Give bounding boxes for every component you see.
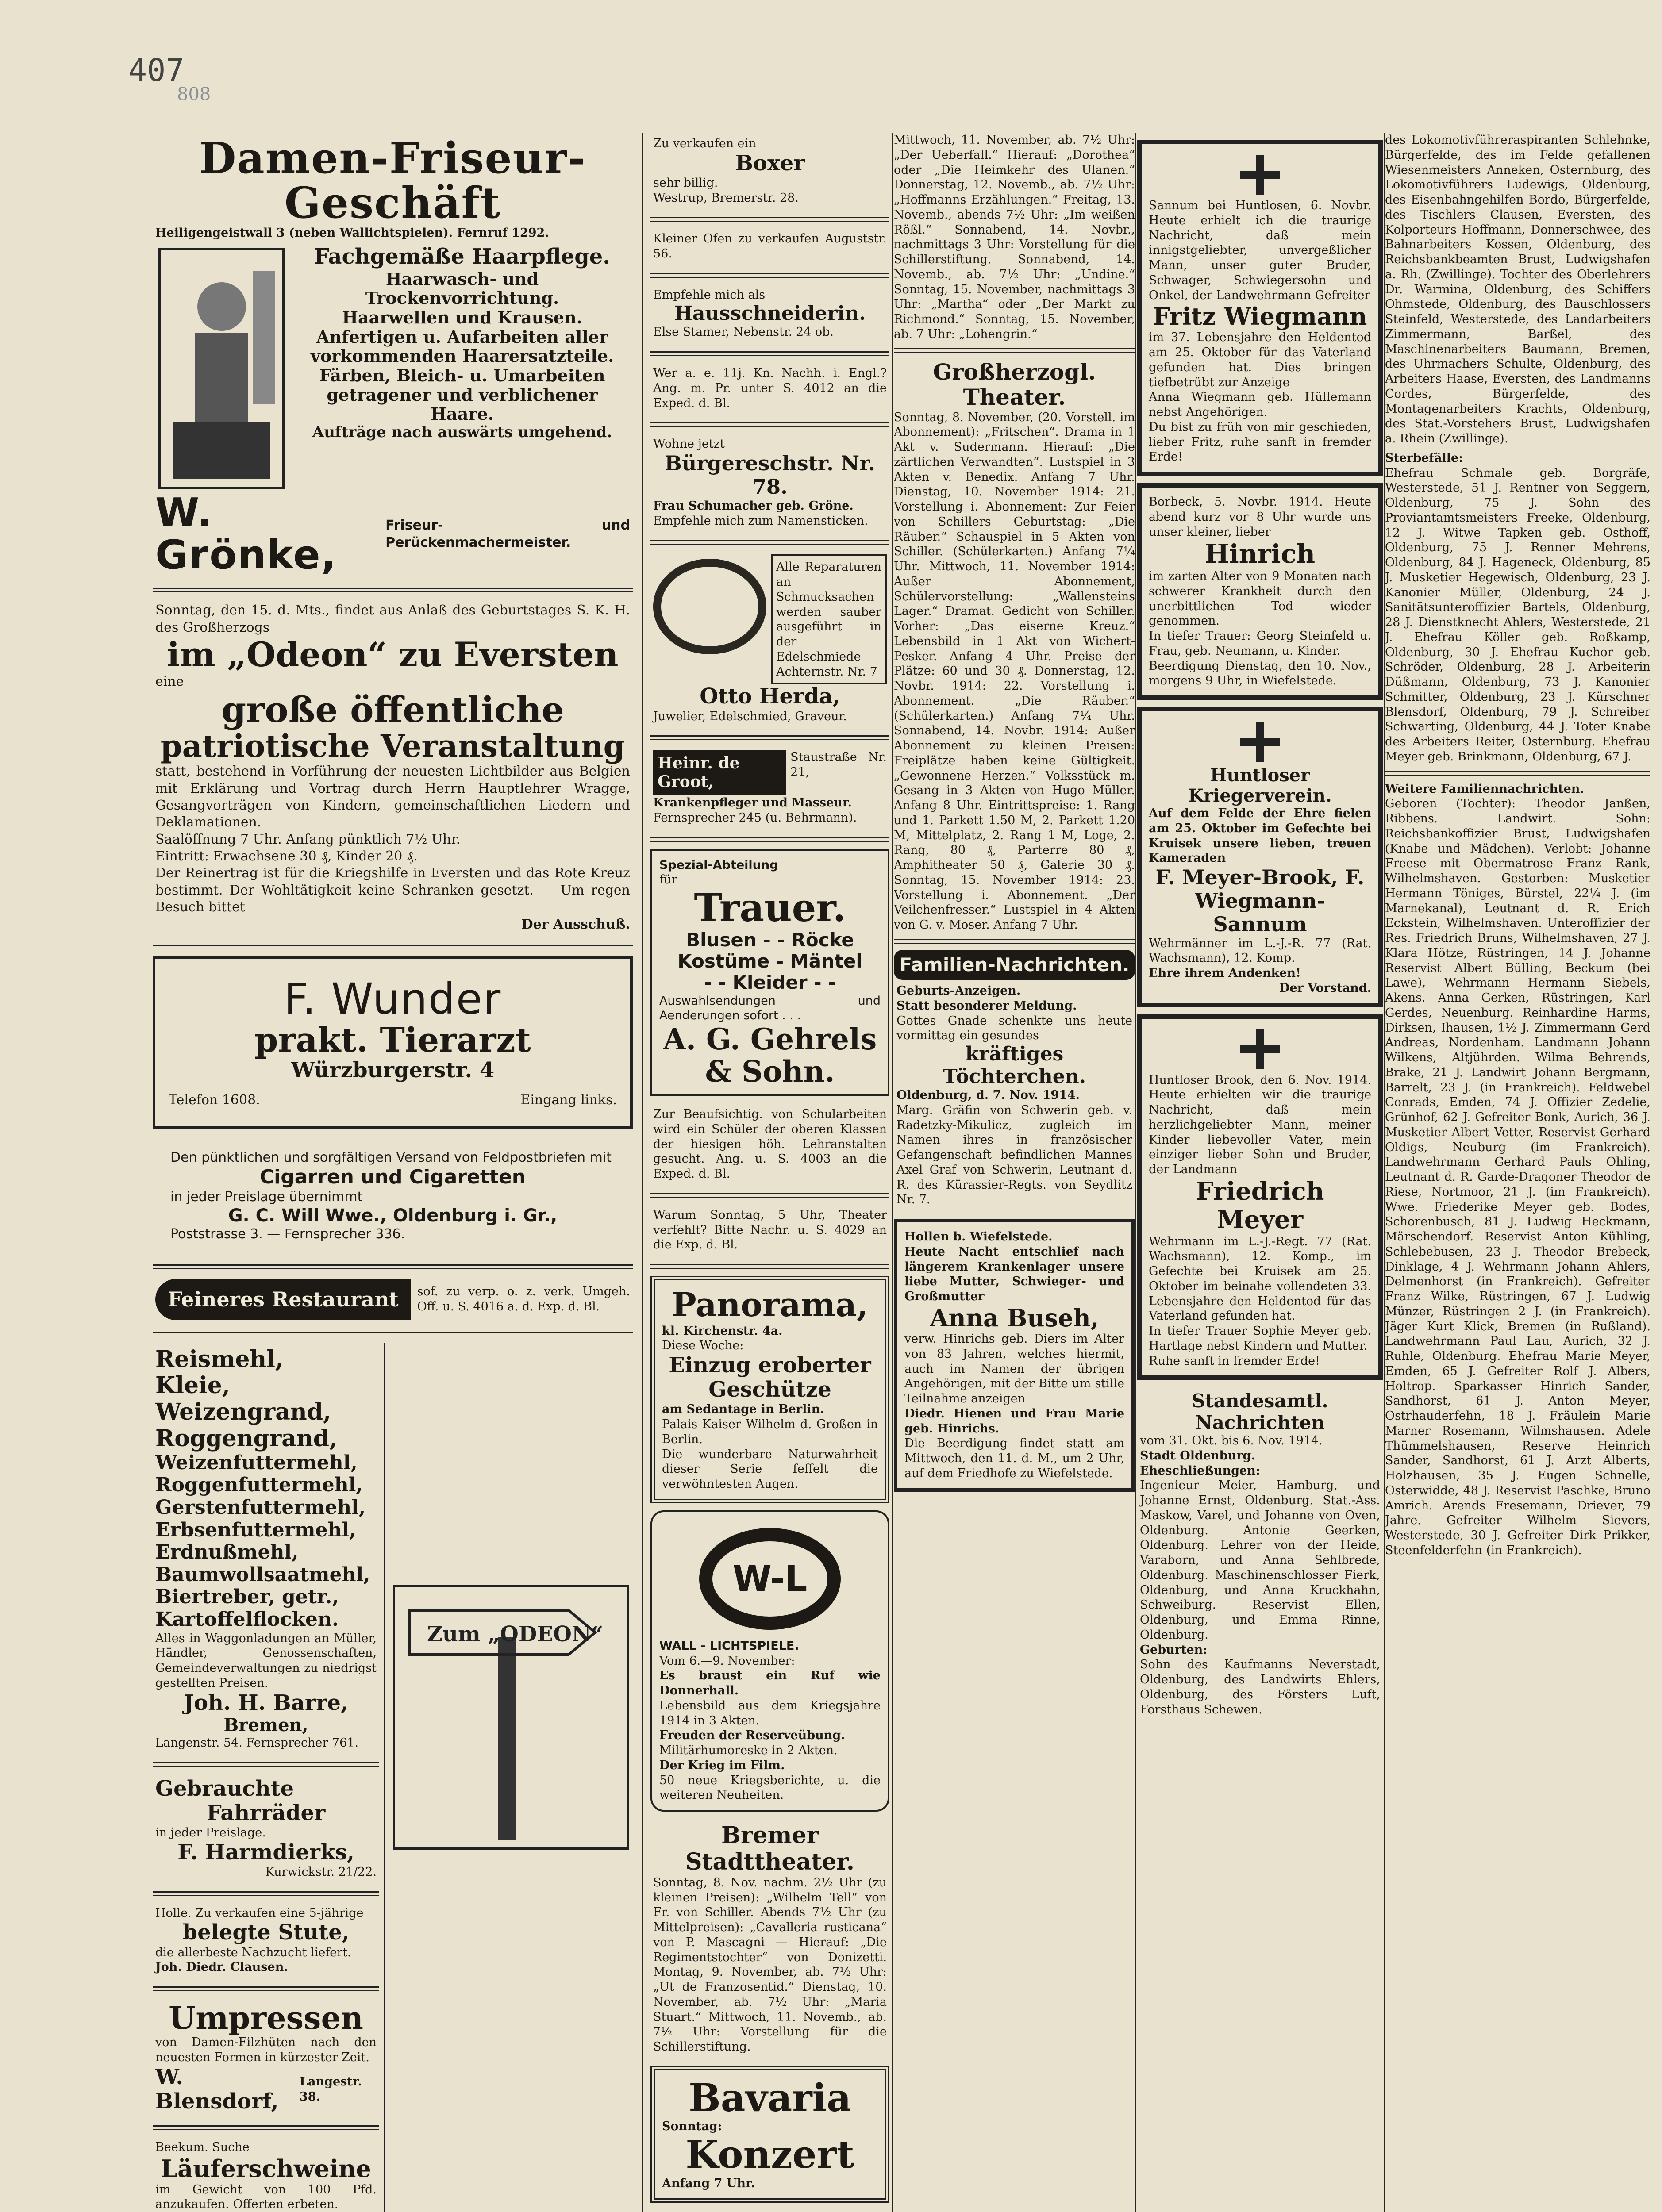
ad-sub: sehr billig. xyxy=(653,176,718,190)
ad-placeholder xyxy=(393,1343,629,1582)
product-item: Weizengrand, xyxy=(155,1398,331,1426)
product-item: Erdnußmehl, xyxy=(155,1541,299,1564)
ad-box: Alle Reparaturen an Schmucksachen werden sauber ausgeführt in der Edelschmiede Achternstr. Nr. 7 xyxy=(771,554,887,684)
notice-head: Statt besonderer Meldung. xyxy=(896,998,1077,1013)
product-item: Gerstenfuttermehl, xyxy=(155,1496,366,1519)
ad-boxer xyxy=(650,133,889,209)
ad-phone: Fernsprecher 245 (u. Behrmann). xyxy=(653,810,857,825)
ad-name: Otto Herda, xyxy=(700,684,840,709)
ad-headline: große öffentliche xyxy=(221,689,564,731)
ad-damen-friseur xyxy=(153,133,633,580)
divider xyxy=(1385,771,1650,776)
iron-cross-icon xyxy=(1240,722,1280,762)
ad-title: Fahrräder xyxy=(206,1800,326,1825)
notice-funeral: Beerdigung Dienstag, den 10. Nov., morgens 9 Uhr, in Wiefelstede. xyxy=(1149,659,1371,688)
divider xyxy=(894,939,1135,944)
ad-role: Juwelier, Edelschmied, Graveur. xyxy=(653,709,847,723)
ad-sub: in jeder Preislage. xyxy=(155,1825,266,1839)
column-rule xyxy=(1135,133,1136,2212)
ad-stute xyxy=(153,1902,379,1978)
ad-wer: Wer a. e. 11j. Kn. Nachh. i. Engl.? Ang. m. Pr. unter S. 4012 an die Exped. d. Bl. xyxy=(653,366,887,410)
notice-verse: Ruhe sanft in fremder Erde! xyxy=(1149,1354,1320,1368)
ad-title: Umpressen xyxy=(169,2000,363,2037)
ad-title: Bürgereschstr. Nr. 78. xyxy=(664,451,876,499)
notice-text: Borbeck, 5. Novbr. 1914. Heute abend kurz vor 8 Uhr wurde uns unser kleiner, lieber xyxy=(1149,495,1371,539)
death-notice-meyer xyxy=(1137,1014,1383,1380)
section-label: Geburten: xyxy=(1140,1643,1208,1657)
ad-warum: Warum Sonntag, 5 Uhr, Theater verfehlt? Bitte Nachr. u. S. 4029 an die Exp. d. Bl. xyxy=(653,1208,887,1252)
ad-address: Staustraße Nr. 21, xyxy=(790,750,887,779)
ad-title: Bavaria xyxy=(689,2075,851,2120)
ad-line: Haarwasch- und Trockenvorrichtung. xyxy=(365,269,559,308)
column-5 xyxy=(1385,133,1650,2212)
film-desc: Militärhumoreske in 2 Akten. xyxy=(659,1743,838,1758)
divider xyxy=(650,422,889,427)
notice-names: F. Meyer-Brook, F. Wiegmann-Sannum xyxy=(1155,865,1365,936)
notice-signed: In tiefer Trauer: Georg Steinfeld u. Frau, geb. Neumann, u. Kinder. xyxy=(1149,629,1371,658)
ad-phone: Telefon 1608. xyxy=(169,1092,260,1108)
ad-headline: patriotische Veranstaltung xyxy=(160,728,625,765)
column-rule xyxy=(892,133,893,2212)
column-1 xyxy=(153,133,633,2212)
notice-body: Wehrmänner im L.-J.-R. 77 (Rat. Wachsmann), 12. Komp. xyxy=(1149,936,1371,965)
ad-intro: Sonntag, den 15. d. Mts., findet aus Anlaß des Geburtstages S. K. H. des Großherzogs xyxy=(155,603,630,635)
ad-subtitle: Fachgemäße Haarpflege. xyxy=(314,244,611,269)
notice-verse: Du bist zu früh von mir geschieden, lieber Fritz, ruhe sanft in fremder Erde! xyxy=(1149,420,1371,464)
ad-name: Joh. H. Barre, xyxy=(184,1690,348,1715)
notice-names: Marg. Gräfin von Schwerin geb. v. Radetzky-Mikulicz, zugleich im Namen ihres in französischer Gefangenschaft befindlichen Mannes Axel Graf von Schwerin, Leutnant d. R. des Kürassier-Regts. von Seydlitz Nr. 7. xyxy=(896,1103,1132,1207)
notice-funeral: Die Beerdigung findet statt am Mittwoch, den 11. d. M., um 2 Uhr, auf dem Friedhofe zu Wiefelstede. xyxy=(904,1436,1124,1480)
column-4 xyxy=(1137,133,1383,2212)
film-desc: 50 neue Kriegsberichte, u. die weiteren Neuheiten. xyxy=(659,1773,881,1802)
ad-body: von Damen-Filzhüten nach den neuesten Formen in kürzester Zeit. xyxy=(155,2035,377,2064)
ad-umpressen xyxy=(153,1997,379,2117)
ad-sub: Diese Woche: xyxy=(662,1339,744,1353)
ad-panorama xyxy=(650,1276,889,1503)
ad-barre xyxy=(153,1343,379,1754)
ad-will xyxy=(153,1136,633,1256)
ad-body: im Gewicht von 100 Pfd. anzukaufen. Offerten erbeten. xyxy=(155,2182,377,2212)
ad-name: G. C. Will Wwe., Oldenburg i. Gr., xyxy=(228,1206,558,1226)
ad-text: Die wunderbare Naturwahrheit dieser Serie feffelt die verwöhntesten Augen. xyxy=(662,1447,878,1491)
notice-text: Gottes Gnade schenkte uns heute vormittag ein gesundes xyxy=(896,1014,1132,1043)
ad-restaurant xyxy=(153,1275,633,1324)
ring-icon xyxy=(653,559,766,654)
ad-name: Frau Schumacher geb. Gröne. xyxy=(653,499,854,513)
standesamt xyxy=(1137,1387,1383,1720)
ad-title: belegte Stute, xyxy=(182,1920,350,1945)
notice-big: kräftiges Töchterchen. xyxy=(943,1043,1086,1088)
ad-text: Auswahlsendungen und Aenderungen sofort . . . xyxy=(659,994,881,1023)
ad-ofen: Kleiner Ofen zu verkaufen Auguststr. 56. xyxy=(653,232,887,261)
death-notice-buseh xyxy=(894,1219,1135,1491)
notice-title: Huntloser Kriegerverein. xyxy=(1188,765,1332,806)
ad-bavaria xyxy=(650,2066,889,2203)
ad-title: Boxer xyxy=(735,150,805,176)
ad-address: Poststrasse 3. — Fernsprecher 336. xyxy=(170,1226,405,1242)
wl-logo-icon: W-L xyxy=(699,1528,841,1630)
deaths-body: Ehefrau Schmale geb. Borgräfe, Westerstede, 51 J. Rentner von Seggern, Oldenburg, 75 J. Sohn des Proviantamtsmeisters Freeke, Oldenburg, 12 J. Witwe Tapken geb. Osthoff, Oldenburg, 75 J. Renner Mehrens, Oldenburg, 84 J. Hageneck, Oldenburg, 85 J. Musketier Hegewisch, Oldenburg, 23 J. Kanonier Müller, Oldenburg, 24 J. Sanitätsunteroffizier Bartels, Oldenburg, 28 J. Dienstknecht Ahlers, Westerstede, 21 J. Ehefrau Köller geb. Roßkamp, Oldenburg, 30 J. Ehefrau Kuchor geb. Schröder, Oldenburg, 28 J. Arbeiterin Düßmann, Oldenburg, 73 J. Kanonier Schmitter, Oldenburg, 23 J. Kürschner Blensdorf, Oldenburg, 79 J. Schreiber Schwarting, Oldenburg, 44 J. Toter Knabe des Arbeiters Reiter, Osternburg. Ehefrau Meyer geb. Brinkmann, Oldenburg, 67 J. xyxy=(1385,466,1650,764)
notice-name: Friedrich Meyer xyxy=(1196,1176,1324,1235)
ad-address: Langenstr. 54. Fernsprecher 761. xyxy=(155,1736,359,1750)
ad-text: Empfehle mich zum Namensticken. xyxy=(653,514,868,528)
divider xyxy=(153,2125,379,2130)
notice-text: Auf dem Felde der Ehre fielen am 25. Oktober im Gefechte bei Kruisek unsere lieben, treuen Kameraden xyxy=(1149,806,1371,865)
ad-intro: Zu verkaufen ein xyxy=(653,137,756,150)
ad-buergereschstr xyxy=(650,433,889,532)
notice-body: verw. Hinrichs geb. Diers im Alter von 83 Jahren, welches hiermit, auch im Namen der übrigen Angehörigen, mit der Bitte um stille Teilnahme anzeigen xyxy=(904,1332,1124,1406)
births-continued: des Lokomotivführeraspiranten Schlehnke, Bürgerfelde, des im Felde gefallenen Wiesenmeisters Anneken, Osternburg, des Lokomotivführers Ludewigs, Oldenburg, des Eisenbahngehilfen Bordo, Bürgerfelde, des Tischlers Clausen, Eversten, des Kolporteurs Hoffmann, Donnerschwee, des Bahnarbeiters Kossen, Oldenburg, des Reichsbankbeamten Brust, Ludwigshafen a. Rh. (Zwillinge). Tochter des Oberlehrers Dr. Warmina, Oldenburg, des Schiffers Ohmstede, Oldenburg, des Bauschlossers Steinfeld, Westerstede, des Landarbeiters Zimmermann, Barßel, des Maschinenarbeiters Baumann, Bremen, des Uhrmachers Schulte, Oldenburg, des Arbeiters Haase, Eversten, des Landmanns Cordes, Bürgerfelde, des Montagenarbeiters Krachts, Oldenburg, des Stat.-Vorstehers Brust, Ludwigshafen a. Rhein (Zwillinge). xyxy=(1385,133,1650,445)
ad-name: A. G. Gehrels & Sohn. xyxy=(663,1022,877,1089)
notice-text: im 37. Lebensjahre den Heldentod am 25. Oktober für das Vaterland gefunden hat. Dies bringen tiefbetrübt zur Anzeige xyxy=(1149,330,1371,389)
product-item: Reismehl, xyxy=(155,1345,284,1373)
column-rule xyxy=(384,1343,385,2212)
ad-wall-lichtspiele xyxy=(650,1510,889,1812)
ad-name: W. Grönke, xyxy=(155,490,337,578)
product-item: Kartoffelflocken. xyxy=(155,1608,339,1631)
ad-dates: Vom 6.—9. November: xyxy=(659,1654,795,1668)
divider xyxy=(894,348,1135,353)
ad-intro: Empfehle mich als xyxy=(653,288,766,302)
divider xyxy=(153,1986,379,1991)
ad-place: am Sedantage in Berlin. xyxy=(662,1402,824,1417)
ad-address: Westrup, Bremerstr. 28. xyxy=(653,191,799,205)
notice-signed: In tiefer Trauer Sophie Meyer geb. Hartlage nebst Kindern und Mutter. xyxy=(1149,1324,1371,1353)
section-body: Sohn des Kaufmanns Neverstadt, Oldenburg, des Landwirts Ehlers, Oldenburg, des Försters Luft, Forsthaus Schewen. xyxy=(1140,1658,1380,1717)
section-label: Weitere Familiennachrichten. xyxy=(1385,782,1584,796)
ad-big: Konzert xyxy=(685,2132,854,2177)
svg-text:Zum „ODEON“: Zum „ODEON“ xyxy=(427,1621,604,1647)
section-label: Geburts-Anzeigen. xyxy=(896,984,1021,998)
section-body: Ingenieur Meier, Hamburg, und Johanne Ernst, Oldenburg. Stat.-Ass. Maskow, Varel, und Johanne von Oven, Oldenburg. Antonie Geerken, Oldenburg. Lehrer von der Heide, Varaborn, und Anna Sehlbrede, Oldenburg. Maschinenschlosser Fierk, Oldenburg, und Anna Kruckhahn, Schweiburg. Reservist Ellen, Oldenburg, und Emma Rinne, Oldenburg. xyxy=(1140,1479,1380,1642)
film-title: Der Krieg im Film. xyxy=(659,1758,785,1772)
ad-time: Anfang 7 Uhr. xyxy=(662,2176,755,2190)
divider xyxy=(153,588,633,592)
family-news-body: Geboren (Tochter): Theodor Janßen, Ribbens. Landwirt. Sohn: Reichsbankoffizier Brust, Ludwigshafen (Knabe und Mädchen). Verlobt: Johanne Freese mit Obermatrose Franz Rank, Wilhelmshaven. Gestorben: Musketier Hermann Töniges, Bürstel, 22¼ J. (im Marnekanal), Leutnant d. R. Erich Eckstein, Wilhelmshaven. Unteroffizier der Res. Friedrich Bruns, Wilhelmshaven, 27 J. Klara Hötze, Rüstringen, 14 J. Johanne Reservist Albert Bülling, Beckum (bei Lawe), Wehrmann Hermann Siebels, Akens. Anna Gerken, Rüstringen, Karl Gerdes, Neuenburg. Reinhardine Harms, Dirksen, Ihausen, 1½ J. Zimmermann Gerd Andreas, Nordenham. Landmann Johann Wilkens, Altjührden. Wilma Behrends, Brake, 21 J. Landwirt Johann Bergmann, Barrelt, 23 J. (in Frankreich). Feldwebel Conrads, Emden, 74 J. Offizier Zedelie, Grünhof, 62 J. Gefreiter Bonk, Aurich, 36 J. Musketier Albert Vetter, Reservist Gerhard Oldigs, Neuburg (im Frankreich). Landwehrmann Gerhard Pauls Ohling, Leutnant d. R. Garde-Dragoner Theodor de Riese, Nortmoor, 21 J. (im Frankreich). Wwe. Friederike Meyer geb. Bodes, Schorenbusch, 81 J. Ludwig Heckmann, Märschendorf. Reservist Anton Kühling, Schlebebusen, 23 J. Theodor Brebeck, Dinklage, 4 J. Wehrmann Johann Ahlers, Delmenhorst (in Frankreich). Gefreiter Franz Wilke, Rüstringen, 67 J. Ludwig Münzer, Rüstringen 2 J. (in Frankreich). Jäger Kurt Klick, Bremen (in Rußland). Landwehrmann Paul Lau, Aurich, 32 J. Ruhle, Oldenburg. Ehefrau Marie Meyer, Emden, 65 J. Gefreiter Rolf J. Albers, Holtrop. Sparkasser Hinrich Sander, Sandhorst, 61 J. Anton Meyer, Ostrhauderfehn, 18 J. Fräulein Marie Marner Rosemann, Wilmshausen. Adele Thümmelshausen, Reserve Heinrich Sander, Sandhorst, 61 J. Arzt Alberts, Holzhausen, 35 J. Eugen Schnelle, Osterwidde, 48 J. Reservist Paschke, Bruno Amrich. Arends Fresemann, Driever, 79 Jahre. Gefreiter Wilhelm Sievers, Westerstede, 30 J. Gefreiter Dirk Prikker, Steenfelderfehn (in Frankreich). xyxy=(1385,797,1650,1557)
iron-cross-icon xyxy=(1240,1029,1280,1069)
ad-line: in jeder Preislage übernimmt xyxy=(170,1189,363,1205)
notice-name: Anna Buseh, xyxy=(930,1303,1099,1332)
ad-headline: Einzug eroberter Geschütze xyxy=(669,1353,871,1402)
notice-text: Sannum bei Huntlosen, 6. Novbr. Heute erhielt ich die traurige Nachricht, daß mein innigstgeliebter, unvergeßlicher Mann, unser guter Bruder, Schwager, Schwiegersohn und Onkel, der Landwehrmann Gefreiter xyxy=(1149,199,1371,302)
section-label: Sterbefälle: xyxy=(1385,451,1463,465)
ad-line: Aufträge nach auswärts umgehend. xyxy=(312,423,612,442)
ad-text: die allerbeste Nachzucht liefert. xyxy=(155,1945,351,1959)
column-2 xyxy=(650,133,889,2212)
section-title: Standesamtl. Nachrichten xyxy=(1192,1390,1328,1433)
signpost-illustration xyxy=(400,1593,622,1840)
film-desc: Lebensbild aus dem Kriegsjahre 1914 in 3 Akten. xyxy=(659,1698,881,1728)
notice-head: Hollen b. Wiefelstede. xyxy=(904,1230,1053,1244)
ad-address: kl. Kirchenstr. 4a. xyxy=(662,1324,783,1338)
product-item: Biertreber, getr., xyxy=(155,1586,339,1609)
theater-body: Sonntag, 8. November, (20. Vorstell. im Abonnement): „Fritschen“. Drama in 1 Akt v. Sudermann. Hierauf: „Die zärtlichen Verwandten“. Lustspiel in 3 Akten v. Benedix. Anfang 7 Uhr. Dienstag, 10. November 1914: 21. Vorstellung i. Abonnement: Zur Feier von Schillers Geburtstag: „Die Räuber.“ Schauspiel in 5 Akten von Schiller. (Schülerkarten.) Anfang 7¼ Uhr. Mittwoch, 11. November 1914: Außer Abonnement, Schülervorstellung: „Wallensteins Lager.“ Dramat. Gedicht von Schiller. Vorher: „Das eiserne Kreuz.“ Lebensbild in 1 Akt von Wichert-Pesker. Anfang 4 Uhr. Preise der Plätze: 60 und 30 ₰. Donnerstag, 12. Novbr. 1914: 22. Vorstellung i. Abonnement. „Die Räuber.“ (Schülerkarten.) Anfang 7¼ Uhr. Sonnabend, 14. Novbr. 1914: Außer Abonnement zu kleinen Preisen: Freiplätze haben keine Gültigkeit. „Gewonnene Herzen.“ Volksstück m. Gesang in 3 Akten von Hugo Müller. Anfang 8 Uhr. Eintrittspreise: 1. Rang und 1. Parkett 1.50 M, 2. Parkett 1.20 M, Mittelplatz, 2. Rang 1 M, Loge, 2. Rang, 80 ₰, Parterre 80 ₰, Amphitheater 50 ₰, Galerie 30 ₰. Sonntag, 15. November 1914: 23. Vorstellung i. Abonnement. „Der Veilchenfresser.“ Lustspiel in 4 Akten von G. v. Moser. Anfang 7 Uhr. xyxy=(894,410,1135,932)
divider xyxy=(650,735,889,740)
column-rule xyxy=(642,133,643,2212)
ad-title: Damen-Friseur-Geschäft xyxy=(199,133,586,228)
ad-bremer-stadttheater xyxy=(650,1819,889,2058)
divider xyxy=(153,1891,379,1896)
product-item: Weizenfuttermehl, xyxy=(155,1451,358,1474)
ad-line: Cigarren und Cigaretten xyxy=(259,1166,526,1189)
ad-beaufsichtigung: Zur Beaufsichtig. von Schularbeiten wird ein Schüler der oberen Klassen der hiesigen höh. Lehranstalten gesucht. Ang. u. S. 4003 an die Exped. d. Bl. xyxy=(653,1107,887,1181)
ad-name: Joh. Diedr. Clausen. xyxy=(155,1960,288,1974)
film-title: Freuden der Reserveübung. xyxy=(659,1728,845,1743)
ad-intro: Beekum. Suche xyxy=(155,2140,250,2154)
page-stamp: 808 xyxy=(177,84,211,104)
ad-title: prakt. Tierarzt xyxy=(254,1020,531,1060)
notice-signed: Diedr. Hienen und Frau Marie geb. Hinrichs. xyxy=(904,1406,1124,1436)
ad-eine: eine xyxy=(155,673,184,689)
product-item: Kleie, xyxy=(155,1372,230,1399)
ad-text: Sonntag, 8. Nov. nachm. 2½ Uhr (zu kleinen Preisen): „Wilhelm Tell“ von Fr. von Schiller. Abends 7½ Uhr (zu Mittelpreisen): „Cavalleria rusticana“ von P. Mascagni — Hierauf: „Die Regimentstochter“ von Donizetti. Montag, 9. November, ab. 7½ Uhr: „Ut de Franzosentid.“ Dienstag, 10. November, ab. 7½ Uhr: „Maria Stuart.“ Mittwoch, 11. Novemb., ab. 7½ Uhr: Vorstellung für die Schillerstiftung. xyxy=(653,1875,887,2054)
product-item: Roggengrand, xyxy=(155,1425,338,1452)
ad-address: Heiligengeistwall 3 (neben Wallichtspielen). Fernruf 1292. xyxy=(155,226,549,240)
divider xyxy=(153,1332,633,1336)
ad-line: Färben, Bleich- u. Umarbeiten getragener und verblichener Haare. xyxy=(319,365,605,424)
ad-text: Holle. Zu verkaufen eine 5-jährige xyxy=(155,1906,364,1920)
ad-title: Bremer Stadttheater. xyxy=(685,1822,855,1876)
ad-groot xyxy=(650,746,889,829)
ad-text: sof. zu verp. o. z. verk. Umgeh. Off. u. S. 4016 a. d. Exp. d. Bl. xyxy=(417,1285,630,1314)
ad-name: F. Harmdierks, xyxy=(177,1839,354,1865)
death-notice-steinfeld xyxy=(1137,483,1383,700)
ad-title: Gebrauchte xyxy=(155,1776,294,1801)
ad-title: Hausschneiderin. xyxy=(674,302,866,325)
ad-line: Kostüme - Mäntel xyxy=(677,950,862,972)
ad-sub: Sonntag: xyxy=(662,2120,722,2134)
notice-signed: Der Vorstand. xyxy=(1279,981,1371,995)
ad-address: Langestr. 38. xyxy=(299,2074,362,2104)
divider xyxy=(650,273,889,278)
hairdresser-illustration xyxy=(155,245,288,492)
film-title: Es braust ein Ruf wie Donnerhall. xyxy=(659,1669,881,1698)
ad-fahrraeder xyxy=(153,1773,379,1883)
divider xyxy=(650,540,889,545)
section-range: vom 31. Okt. bis 6. Nov. 1914. xyxy=(1140,1434,1323,1448)
notice-text: Heute Nacht entschlief nach längerem Krankenlager unsere liebe Mutter, Schwieger- und Großmutter xyxy=(904,1244,1124,1304)
iron-cross-icon xyxy=(1240,155,1280,195)
ad-address: Würzburgerstr. 4 xyxy=(291,1058,495,1083)
ad-herda xyxy=(650,551,889,727)
ad-name: Else Stamer, Nebenstr. 24 ob. xyxy=(653,325,834,339)
notice-name: Fritz Wiegmann xyxy=(1153,302,1367,331)
ad-schweine xyxy=(153,2136,379,2212)
ad-sub2: Palais Kaiser Wilhelm d. Großen in Berlin. xyxy=(662,1417,878,1446)
divider xyxy=(650,217,889,222)
ad-body: statt, bestehend in Vorführung der neuesten Lichtbilder aus Belgien mit Erklärung und Vortrag durch Herrn Hauptlehrer Wragge, Gesangvorträgen von Kindern, gemeinschaftlichen Liedern und Deklamationen. xyxy=(155,764,630,830)
notice-text: Huntloser Brook, den 6. Nov. 1914. Heute erhielten wir die traurige Nachricht, daß mein herzlichgeliebter Mann, meiner Kinder liebevoller Vater, mein einziger lieber Sohn und Bruder, der Landmann xyxy=(1149,1073,1371,1177)
notice-name: Hinrich xyxy=(1204,539,1316,569)
ad-line: Anfertigen u. Aufarbeiten aller vorkommenden Haarersatzteile. xyxy=(310,326,614,366)
ad-signpost-odeon xyxy=(393,1585,629,1850)
ad-title: im „Odeon“ zu Eversten xyxy=(167,635,619,675)
column-3 xyxy=(894,133,1135,2212)
divider xyxy=(153,1264,633,1269)
divider xyxy=(153,945,633,949)
page-number: 407 xyxy=(128,52,185,88)
ad-title: Läuferschweine xyxy=(161,2154,371,2183)
notice-text: im zarten Alter von 9 Monaten nach schwerer Krankheit durch den unerbittlichen Tod wieder genommen. xyxy=(1149,569,1371,628)
theater-title: Großherzogl. Theater. xyxy=(933,358,1096,410)
product-item: Roggenfuttermehl, xyxy=(155,1474,363,1497)
section-city: Stadt Oldenburg. xyxy=(1140,1448,1255,1463)
ad-schneiderin xyxy=(650,284,889,343)
ad-address: Kurwickstr. 21/22. xyxy=(265,1865,377,1879)
notice-honor: Ehre ihrem Andenken! xyxy=(1149,966,1301,980)
familien-header: Familien-Nachrichten. xyxy=(894,950,1135,980)
ad-top: Spezial-Abteilung xyxy=(659,858,778,872)
ad-intro: Wohne jetzt xyxy=(653,437,725,451)
ad-title: WALL - LICHTSPIELE. xyxy=(659,1639,799,1653)
ad-title: Trauer. xyxy=(694,886,846,931)
ad-name: F. Wunder xyxy=(284,974,502,1024)
ad-body: Alles in Waggonladungen an Müller, Händler, Genossenschaften, Gemeindeverwaltungen zu niedrigst gestellten Preisen. xyxy=(155,1631,377,1690)
theater-schedule: Mittwoch, 11. November, ab. 7½ Uhr: „Der Ueberfall.“ Hierauf: „Dorothea“ oder „Die Heimkehr des Ulanen.“ Donnerstag, 12. Novemb., ab. 7½ Uhr: „Hoffmanns Erzählungen.“ Freitag, 13. Novemb., abends 7½ Uhr: „Im weißen Rößl.“ Sonnabend, 14. Novbr., nachmittags 3 Uhr: Vorstellung für die Schillerstiftung. Sonnabend, 14. Novemb., ab. 7½ Uhr: „Undine.“ Sonntag, 15. November, nachmittags 3 Uhr: „Martha“ oder „Der Markt zu Richmond.“ Sonntag, 15. November, ab. 7 Uhr: „Lohengrin.“ xyxy=(894,133,1135,341)
divider xyxy=(650,351,889,356)
divider xyxy=(650,1264,889,1269)
section-label: Eheschließungen: xyxy=(1140,1463,1260,1478)
divider xyxy=(153,1762,379,1767)
ad-note: Der Reinertrag ist für die Kriegshilfe in Eversten und das Rote Kreuz bestimmt. Der Wohltätigkeit keine Schranken gesetzt. — Um regen Besuch bittet xyxy=(155,865,630,915)
ad-role: Friseur- und Perückenmachermeister. xyxy=(385,518,630,550)
ad-fuer: für xyxy=(659,873,677,887)
divider xyxy=(650,837,889,842)
notice-text: Wehrmann im L.-J.-Regt. 77 (Rat. Wachsmann), 12. Komp., im Gefechte bei Kruisek am 25. Oktober im beinahe vollendeten 33. Lebensjahre den Heldentod für das Vaterland gefunden hat. xyxy=(1149,1234,1371,1323)
ad-signature: Der Ausschuß. xyxy=(521,916,630,932)
ad-line: Den pünktlichen und sorgfältigen Versand von Feldpostbriefen mit xyxy=(170,1149,612,1165)
ad-odeon xyxy=(153,599,633,937)
product-item: Erbsenfuttermehl, xyxy=(155,1518,356,1541)
notice-kriegerverein xyxy=(1137,707,1383,1007)
ad-entry: Eintritt: Erwachsene 30 ₰, Kinder 20 ₰. xyxy=(155,849,418,864)
ad-label: Feineres Restaurant xyxy=(155,1279,411,1320)
ad-entry: Eingang links. xyxy=(520,1092,617,1108)
death-notice-wiegmann xyxy=(1137,140,1383,476)
product-item: Baumwollsaatmehl, xyxy=(155,1563,370,1586)
ad-name: Heinr. de Groot, xyxy=(653,750,786,795)
ad-name: W. Blensdorf, xyxy=(155,2064,279,2114)
ad-line: - - Kleider - - xyxy=(704,972,836,994)
ad-city: Bremen, xyxy=(223,1714,308,1736)
ad-title: Panorama, xyxy=(672,1286,868,1325)
notice-signed: Anna Wiegmann geb. Hüllemann nebst Angehörigen. xyxy=(1149,390,1371,419)
ad-wunder xyxy=(153,956,633,1129)
ad-line: Blusen - - Röcke xyxy=(686,929,854,951)
ad-time: Saalöffnung 7 Uhr. Anfang pünktlich 7½ Uhr. xyxy=(155,831,461,847)
geburts-anzeige xyxy=(894,980,1135,1211)
ad-trauer xyxy=(650,849,889,1097)
divider xyxy=(650,1193,889,1198)
ad-role: Krankenpfleger und Masseur. xyxy=(653,796,852,810)
notice-place: Oldenburg, d. 7. Nov. 1914. xyxy=(896,1088,1080,1102)
ad-line: Haarwellen und Krausen. xyxy=(342,307,582,327)
